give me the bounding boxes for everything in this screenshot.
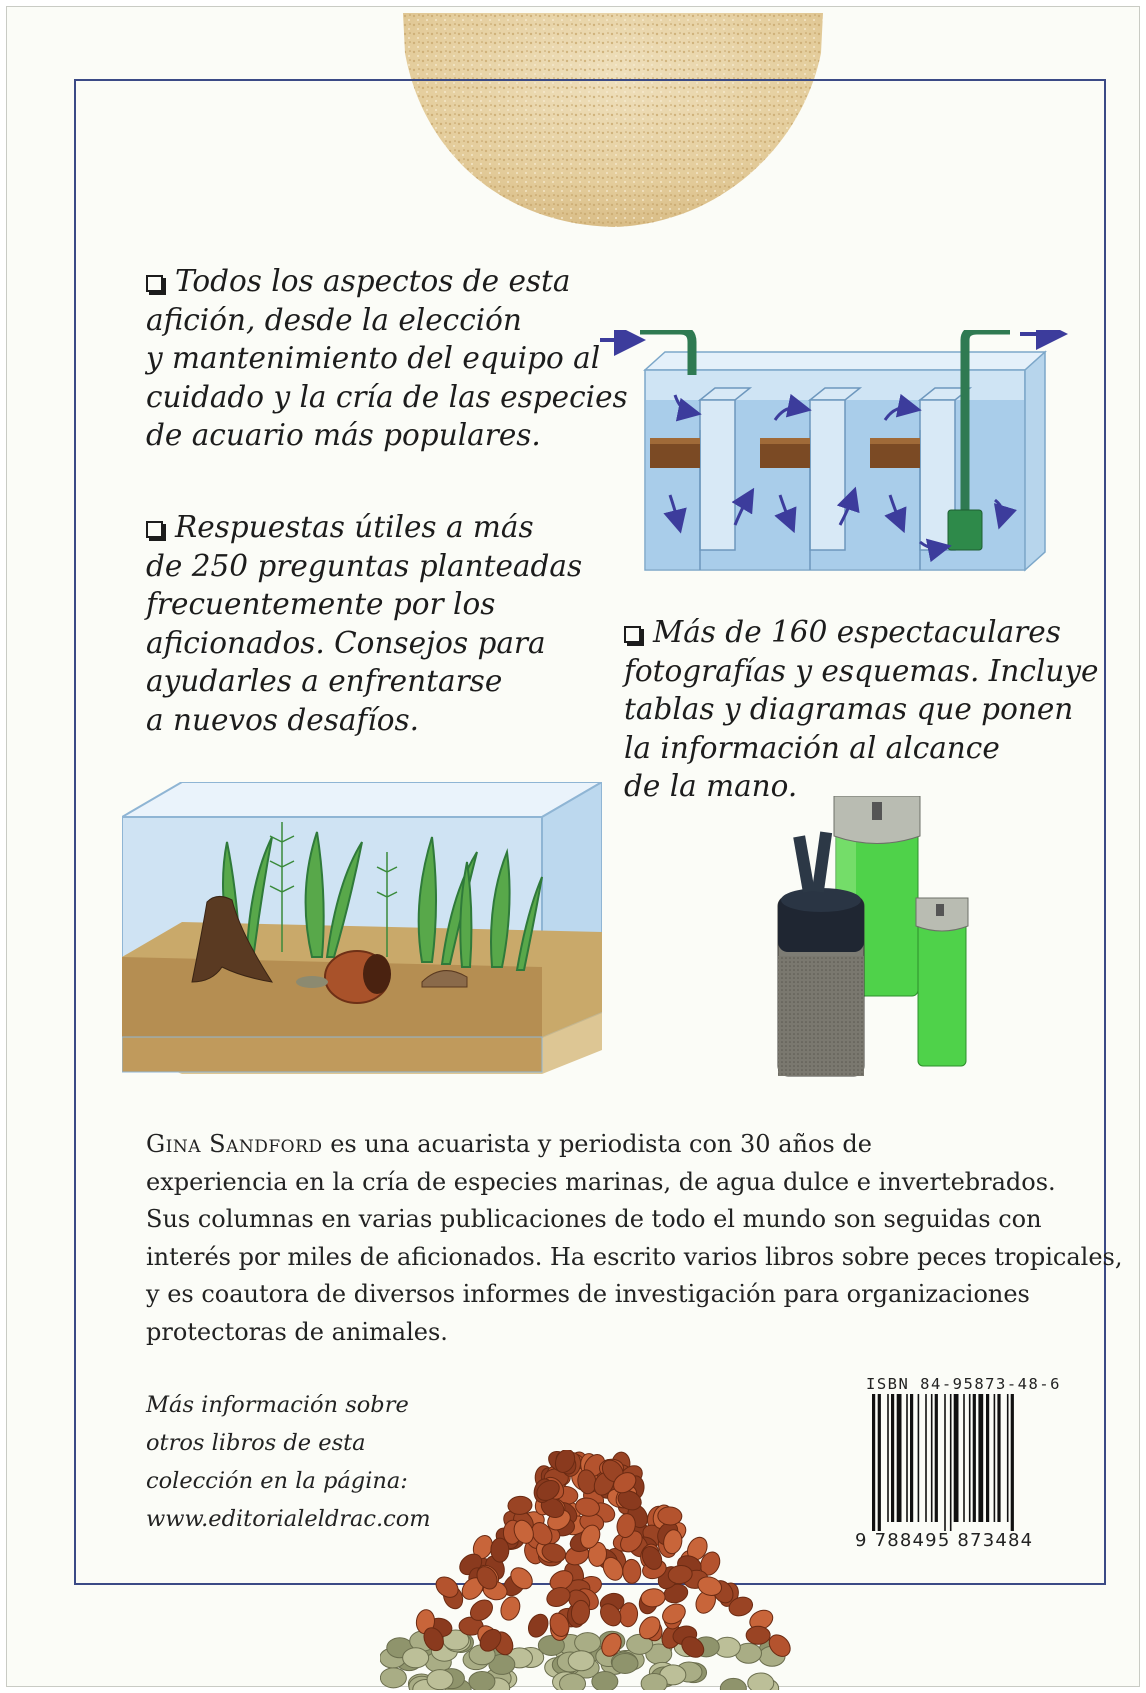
green-pellet	[748, 1673, 774, 1690]
barcode-bar	[973, 1394, 976, 1522]
green-pellet	[568, 1651, 594, 1671]
green-pellet	[592, 1672, 618, 1690]
canister-filters-photo	[776, 796, 986, 1106]
checkbox-bullet-icon	[624, 626, 641, 643]
barcode-number: 9 788495 873484	[855, 1530, 1034, 1551]
barcode-bar	[897, 1394, 902, 1522]
brown-pellet	[491, 1538, 509, 1562]
barcode-bar	[1011, 1394, 1014, 1531]
barcode-bar	[1007, 1394, 1009, 1522]
barcode-bar	[997, 1394, 1000, 1522]
green-pellet	[469, 1672, 495, 1690]
green-pellet	[641, 1673, 667, 1690]
barcode-bar	[931, 1394, 933, 1522]
barcode-bar	[887, 1394, 889, 1522]
feature-bullet-1: Todos los aspectos de esta afición, desde la elección y mantenimiento del equipo al cuidado y la cría de las especies de acuario más populares.	[146, 264, 628, 452]
brown-pellet	[746, 1626, 770, 1644]
feature-bullet-2: Respuestas útiles a más de 250 preguntas planteadas frecuentemente por los aficionados. Consejos para ayudarles a enfrentarse a nuevos desafíos.	[146, 510, 583, 737]
publisher-website-link[interactable]: www.editorialeldrac.com	[146, 1506, 431, 1532]
barcode-bar	[918, 1394, 920, 1522]
green-pellet	[612, 1653, 638, 1673]
fish-food-pellets-photo	[380, 1450, 800, 1690]
barcode-bar	[986, 1394, 989, 1522]
barcode-bar	[891, 1394, 894, 1522]
brown-pellet	[640, 1588, 665, 1608]
green-pellet	[380, 1668, 406, 1688]
green-pellet	[575, 1633, 601, 1653]
barcode-bar	[950, 1394, 952, 1531]
barcode-bar	[944, 1394, 946, 1531]
barcode	[870, 1394, 1054, 1531]
barcode-bar	[963, 1394, 965, 1522]
author-name: Gina Sandford	[146, 1130, 323, 1158]
barcode-bar	[935, 1394, 938, 1522]
barcode-bar	[969, 1394, 971, 1522]
barcode-bar	[925, 1394, 927, 1522]
isbn-label: ISBN 84-95873-48-6	[866, 1375, 1061, 1393]
barcode-bar	[906, 1394, 908, 1522]
checkbox-bullet-icon	[146, 275, 163, 292]
more-info-text: Más información sobre otros libros de esta colección en la página: www.editorialeldrac.com	[146, 1386, 431, 1538]
barcode-bar	[954, 1394, 959, 1522]
green-pellet	[560, 1674, 586, 1690]
planted-aquarium-illustration	[122, 782, 602, 1112]
barcode-bar	[872, 1394, 875, 1531]
green-pellet	[720, 1678, 746, 1690]
green-pellet	[427, 1670, 453, 1690]
brown-pellet	[622, 1559, 641, 1584]
sump-filter-diagram	[600, 330, 1090, 580]
barcode-bar	[978, 1394, 983, 1522]
barcode-bar	[878, 1394, 881, 1531]
barcode-bar	[910, 1394, 913, 1522]
green-pellet	[403, 1648, 429, 1668]
author-bio: Gina Sandford es una acuarista y periodista con 30 años de experiencia en la cría de especies marinas, de agua dulce e invertebrados. Sus columnas en varias publicaciones de todo el mundo son seguidas con interés por miles de aficionados. Ha escrito varios libros sobre peces tropicales, y es coautora de diversos informes de investigación para organizaciones protectoras de animales.	[146, 1130, 1123, 1346]
barcode-bar	[994, 1394, 996, 1522]
feature-bullet-3: Más de 160 espectaculares fotografías y esquemas. Incluye tablas y diagramas que ponen la información al alcance de la mano.	[624, 615, 1099, 803]
brown-pellet	[659, 1600, 689, 1628]
checkbox-bullet-icon	[146, 521, 163, 538]
